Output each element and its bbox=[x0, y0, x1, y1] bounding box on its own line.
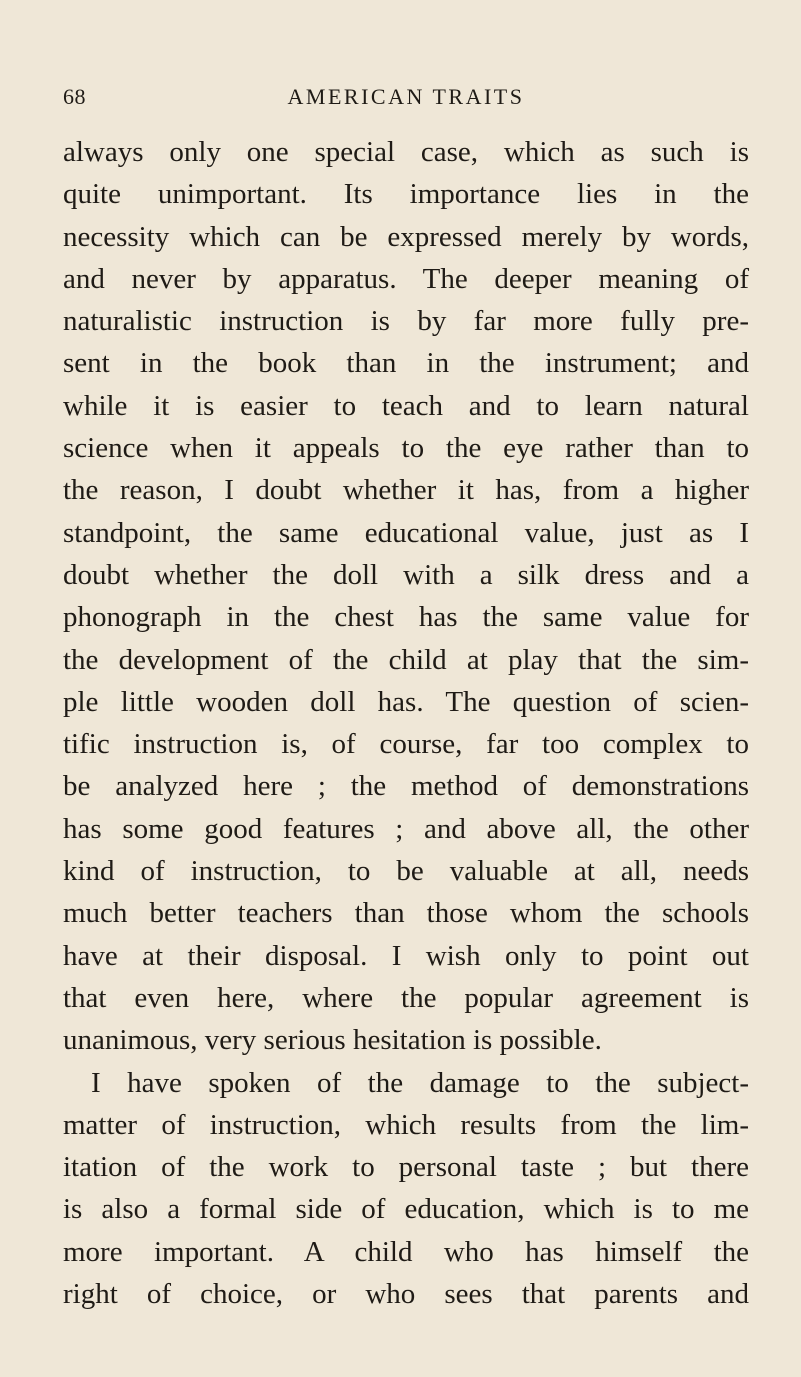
text-line: sent in the book than in the instrument; and bbox=[63, 347, 749, 380]
running-title: AMERICAN TRAITS bbox=[287, 84, 525, 109]
text-line: kind of instruction, to be valuable at all, needs bbox=[63, 855, 749, 888]
text-line: doubt whether the doll with a silk dress and a bbox=[63, 558, 749, 591]
page-number: 68 bbox=[63, 84, 86, 109]
body-text bbox=[63, 131, 749, 1315]
text-line: standpoint, the same educational value, just as I bbox=[63, 516, 749, 549]
text-line: naturalistic instruction is by far more fully pre- bbox=[63, 305, 749, 338]
paragraph-end-line: unanimous, very serious hesitation is possible. bbox=[63, 1024, 602, 1057]
text-line: itation of the work to personal taste ; but there bbox=[63, 1151, 749, 1184]
text-line: science when it appeals to the eye rather than to bbox=[63, 432, 749, 465]
text-line: be analyzed here ; the method of demonstrations bbox=[63, 770, 749, 803]
text-line: matter of instruction, which results from the lim- bbox=[63, 1108, 749, 1141]
text-line: phonograph in the chest has the same value for bbox=[63, 601, 749, 634]
text-line: the development of the child at play that the sim- bbox=[63, 643, 749, 676]
text-line: ple little wooden doll has. The question of scien- bbox=[63, 685, 749, 718]
text-line: that even here, where the popular agreement is bbox=[63, 981, 749, 1014]
paragraph-start-line: I have spoken of the damage to the subject- bbox=[91, 1066, 749, 1099]
text-line: right of choice, or who sees that parents and bbox=[63, 1278, 749, 1311]
text-line: quite unimportant. Its importance lies in the bbox=[63, 178, 749, 211]
text-line: has some good features ; and above all, the other bbox=[63, 812, 749, 845]
text-line: is also a formal side of education, which is to me bbox=[63, 1193, 749, 1226]
text-line: while it is easier to teach and to learn natural bbox=[63, 389, 749, 422]
text-line: and never by apparatus. The deeper meaning of bbox=[63, 262, 749, 295]
text-line: the reason, I doubt whether it has, from a higher bbox=[63, 474, 749, 507]
page-header bbox=[63, 84, 749, 114]
text-line: have at their disposal. I wish only to point out bbox=[63, 939, 749, 972]
text-line: necessity which can be expressed merely by words, bbox=[63, 220, 749, 253]
text-line: much better teachers than those whom the schools bbox=[63, 897, 749, 930]
text-line: always only one special case, which as such is bbox=[63, 136, 749, 168]
text-line: tific instruction is, of course, far too complex to bbox=[63, 728, 749, 761]
text-line: more important. A child who has himself the bbox=[63, 1235, 749, 1268]
